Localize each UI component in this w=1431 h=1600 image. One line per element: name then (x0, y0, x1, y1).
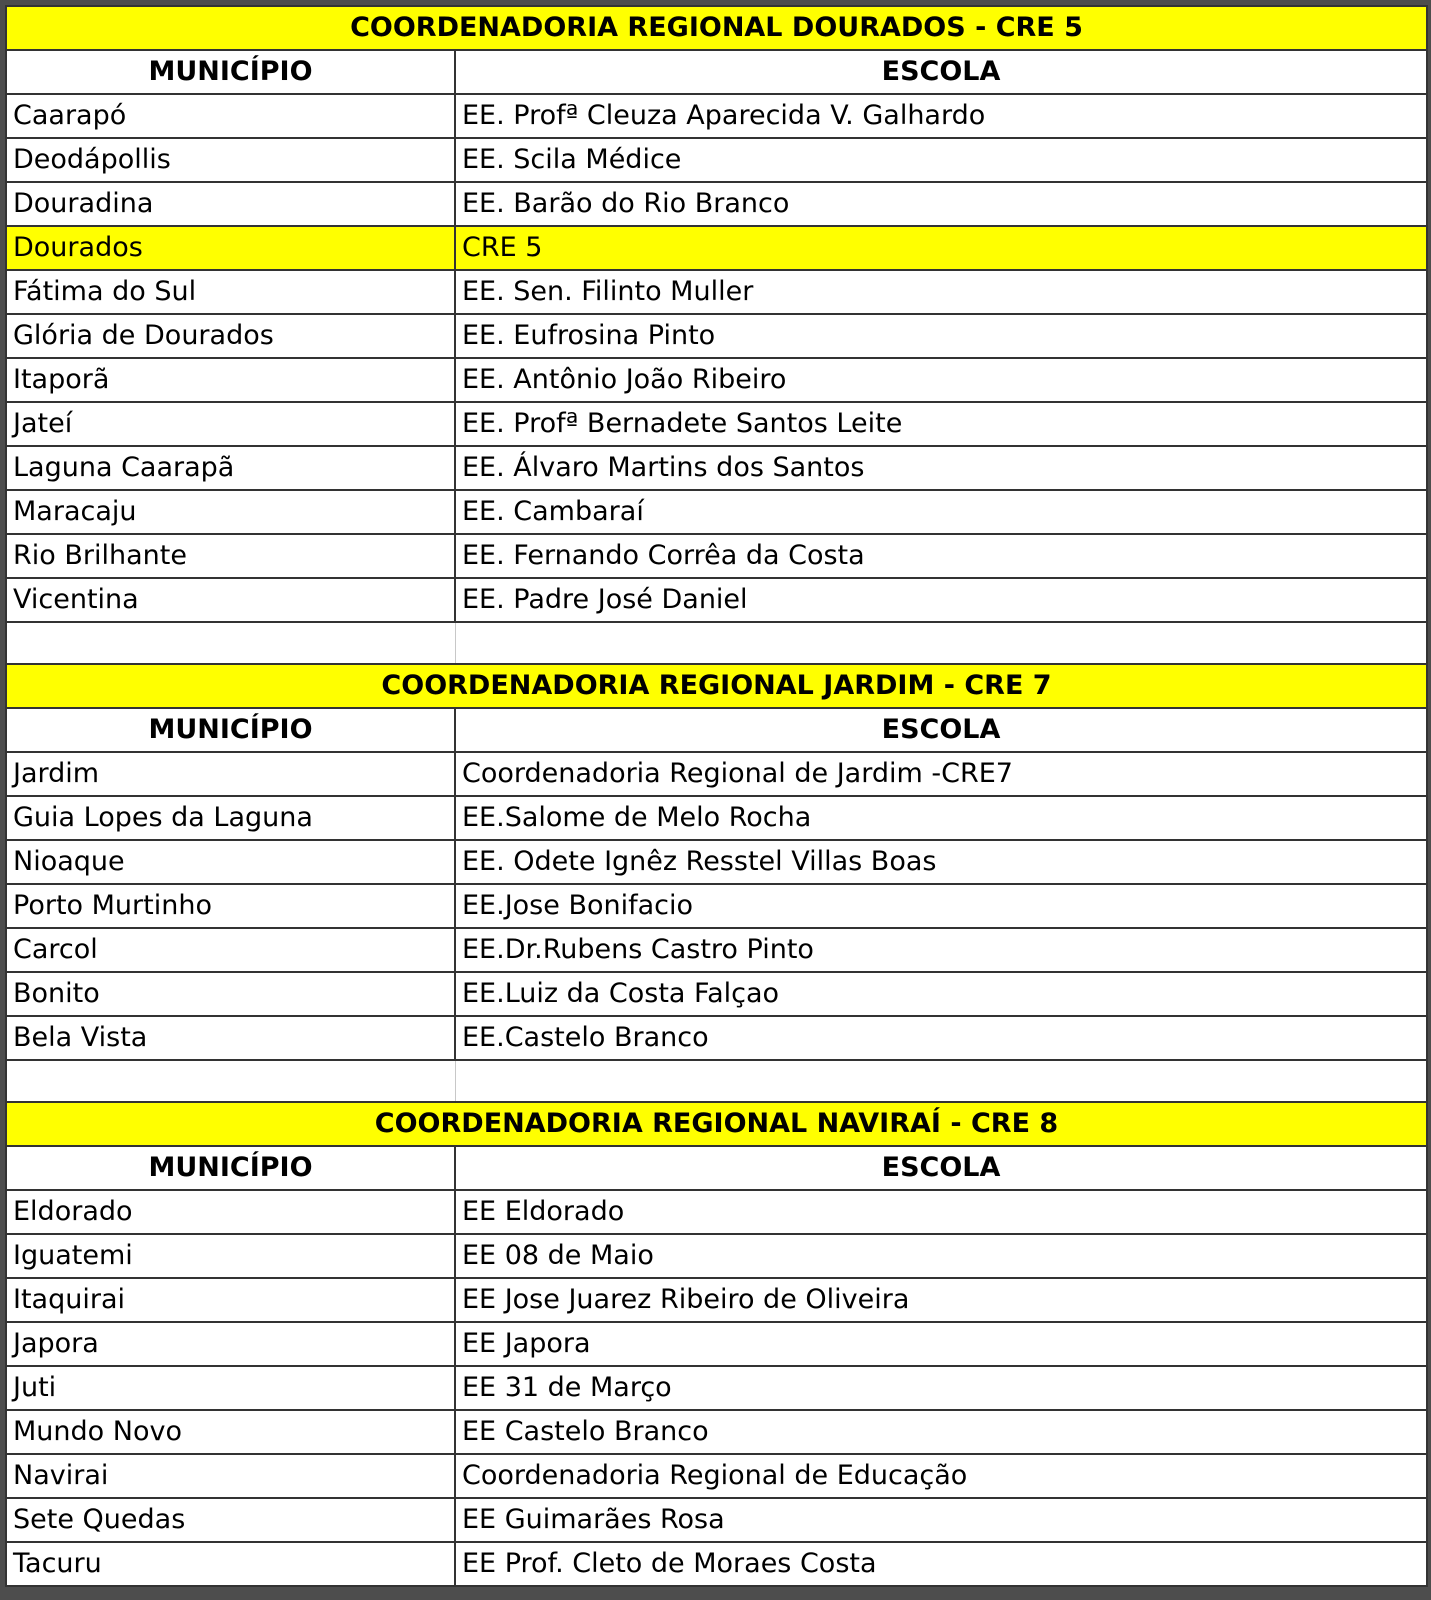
table-row (6, 182, 1427, 226)
municipio-cell: Dourados (6, 226, 455, 270)
escola-cell: EE.Dr.Rubens Castro Pinto (455, 928, 1427, 972)
municipio-cell: Laguna Caarapã (6, 446, 455, 490)
escola-cell: EE Jose Juarez Ribeiro de Oliveira (455, 1278, 1427, 1322)
escola-cell: EE. Cambaraí (455, 490, 1427, 534)
escola-cell: EE Eldorado (455, 1190, 1427, 1234)
table-row (6, 490, 1427, 534)
escola-cell: EE.Luiz da Costa Falçao (455, 972, 1427, 1016)
escola-cell: EE Castelo Branco (455, 1410, 1427, 1454)
section-title-row (6, 664, 1427, 708)
municipio-cell: Maracaju (6, 490, 455, 534)
municipio-cell: Vicentina (6, 578, 455, 622)
municipio-cell: Jateí (6, 402, 455, 446)
escola-cell: Coordenadoria Regional de Educação (455, 1454, 1427, 1498)
column-header-row (6, 708, 1427, 752)
table-row (6, 1454, 1427, 1498)
table-row (6, 534, 1427, 578)
municipio-cell: Porto Murtinho (6, 884, 455, 928)
empty-cell (6, 1060, 455, 1102)
table-row (6, 1366, 1427, 1410)
municipio-cell: Glória de Dourados (6, 314, 455, 358)
municipio-cell: Douradina (6, 182, 455, 226)
escola-cell: EE. Profª Bernadete Santos Leite (455, 402, 1427, 446)
escola-cell: EE. Eufrosina Pinto (455, 314, 1427, 358)
table-row (6, 402, 1427, 446)
school-table (5, 5, 1428, 1587)
escola-cell: EE Japora (455, 1322, 1427, 1366)
municipio-cell: Eldorado (6, 1190, 455, 1234)
table-row (6, 446, 1427, 490)
table-row (6, 1190, 1427, 1234)
spacer-row (6, 1060, 1427, 1102)
table-row (6, 972, 1427, 1016)
table-row (6, 1322, 1427, 1366)
column-header-row (6, 50, 1427, 94)
table-row (6, 1016, 1427, 1060)
escola-header: ESCOLA (455, 708, 1427, 752)
escola-header: ESCOLA (455, 1146, 1427, 1190)
table-row-highlighted (6, 226, 1427, 270)
municipio-cell: Deodápollis (6, 138, 455, 182)
escola-cell: EE. Odete Ignêz Resstel Villas Boas (455, 840, 1427, 884)
empty-cell (455, 622, 1427, 664)
municipio-header: MUNICÍPIO (6, 1146, 455, 1190)
empty-cell (455, 1060, 1427, 1102)
municipio-cell: Caarapó (6, 94, 455, 138)
municipio-header: MUNICÍPIO (6, 708, 455, 752)
section-title: COORDENADORIA REGIONAL NAVIRAÍ - CRE 8 (6, 1102, 1427, 1146)
municipio-cell: Mundo Novo (6, 1410, 455, 1454)
escola-cell: EE Prof. Cleto de Moraes Costa (455, 1542, 1427, 1586)
municipio-cell: Itaquirai (6, 1278, 455, 1322)
municipio-cell: Bonito (6, 972, 455, 1016)
escola-cell: EE.Salome de Melo Rocha (455, 796, 1427, 840)
escola-cell: EE. Álvaro Martins dos Santos (455, 446, 1427, 490)
municipio-header: MUNICÍPIO (6, 50, 455, 94)
escola-cell: CRE 5 (455, 226, 1427, 270)
municipio-cell: Navirai (6, 1454, 455, 1498)
section-title: COORDENADORIA REGIONAL DOURADOS - CRE 5 (6, 6, 1427, 50)
column-header-row (6, 1146, 1427, 1190)
escola-cell: EE. Padre José Daniel (455, 578, 1427, 622)
escola-cell: Coordenadoria Regional de Jardim -CRE7 (455, 752, 1427, 796)
municipio-cell: Juti (6, 1366, 455, 1410)
table-row (6, 840, 1427, 884)
spacer-row (6, 622, 1427, 664)
escola-cell: EE Guimarães Rosa (455, 1498, 1427, 1542)
municipio-cell: Fátima do Sul (6, 270, 455, 314)
municipio-cell: Itaporã (6, 358, 455, 402)
table-row (6, 796, 1427, 840)
escola-cell: EE 31 de Março (455, 1366, 1427, 1410)
section-title: COORDENADORIA REGIONAL JARDIM - CRE 7 (6, 664, 1427, 708)
escola-cell: EE. Fernando Corrêa da Costa (455, 534, 1427, 578)
table-row (6, 270, 1427, 314)
table-row (6, 358, 1427, 402)
section-title-row (6, 6, 1427, 50)
escola-cell: EE 08 de Maio (455, 1234, 1427, 1278)
table-row (6, 1234, 1427, 1278)
escola-cell: EE. Sen. Filinto Muller (455, 270, 1427, 314)
table-row (6, 884, 1427, 928)
table-row (6, 1498, 1427, 1542)
municipio-cell: Jardim (6, 752, 455, 796)
escola-cell: EE. Scila Médice (455, 138, 1427, 182)
table-row (6, 752, 1427, 796)
table-row (6, 928, 1427, 972)
escola-header: ESCOLA (455, 50, 1427, 94)
municipio-cell: Carcol (6, 928, 455, 972)
table-row (6, 578, 1427, 622)
municipio-cell: Iguatemi (6, 1234, 455, 1278)
escola-cell: EE. Antônio João Ribeiro (455, 358, 1427, 402)
escola-cell: EE.Jose Bonifacio (455, 884, 1427, 928)
municipio-cell: Bela Vista (6, 1016, 455, 1060)
municipio-cell: Nioaque (6, 840, 455, 884)
escola-cell: EE. Barão do Rio Branco (455, 182, 1427, 226)
table-row (6, 1542, 1427, 1586)
table-row (6, 138, 1427, 182)
municipio-cell: Tacuru (6, 1542, 455, 1586)
escola-cell: EE.Castelo Branco (455, 1016, 1427, 1060)
section-title-row (6, 1102, 1427, 1146)
escola-cell: EE. Profª Cleuza Aparecida V. Galhardo (455, 94, 1427, 138)
municipio-cell: Rio Brilhante (6, 534, 455, 578)
municipio-cell: Japora (6, 1322, 455, 1366)
table-row (6, 1410, 1427, 1454)
municipio-cell: Guia Lopes da Laguna (6, 796, 455, 840)
table-row (6, 1278, 1427, 1322)
municipio-cell: Sete Quedas (6, 1498, 455, 1542)
table-row (6, 94, 1427, 138)
empty-cell (6, 622, 455, 664)
table-row (6, 314, 1427, 358)
